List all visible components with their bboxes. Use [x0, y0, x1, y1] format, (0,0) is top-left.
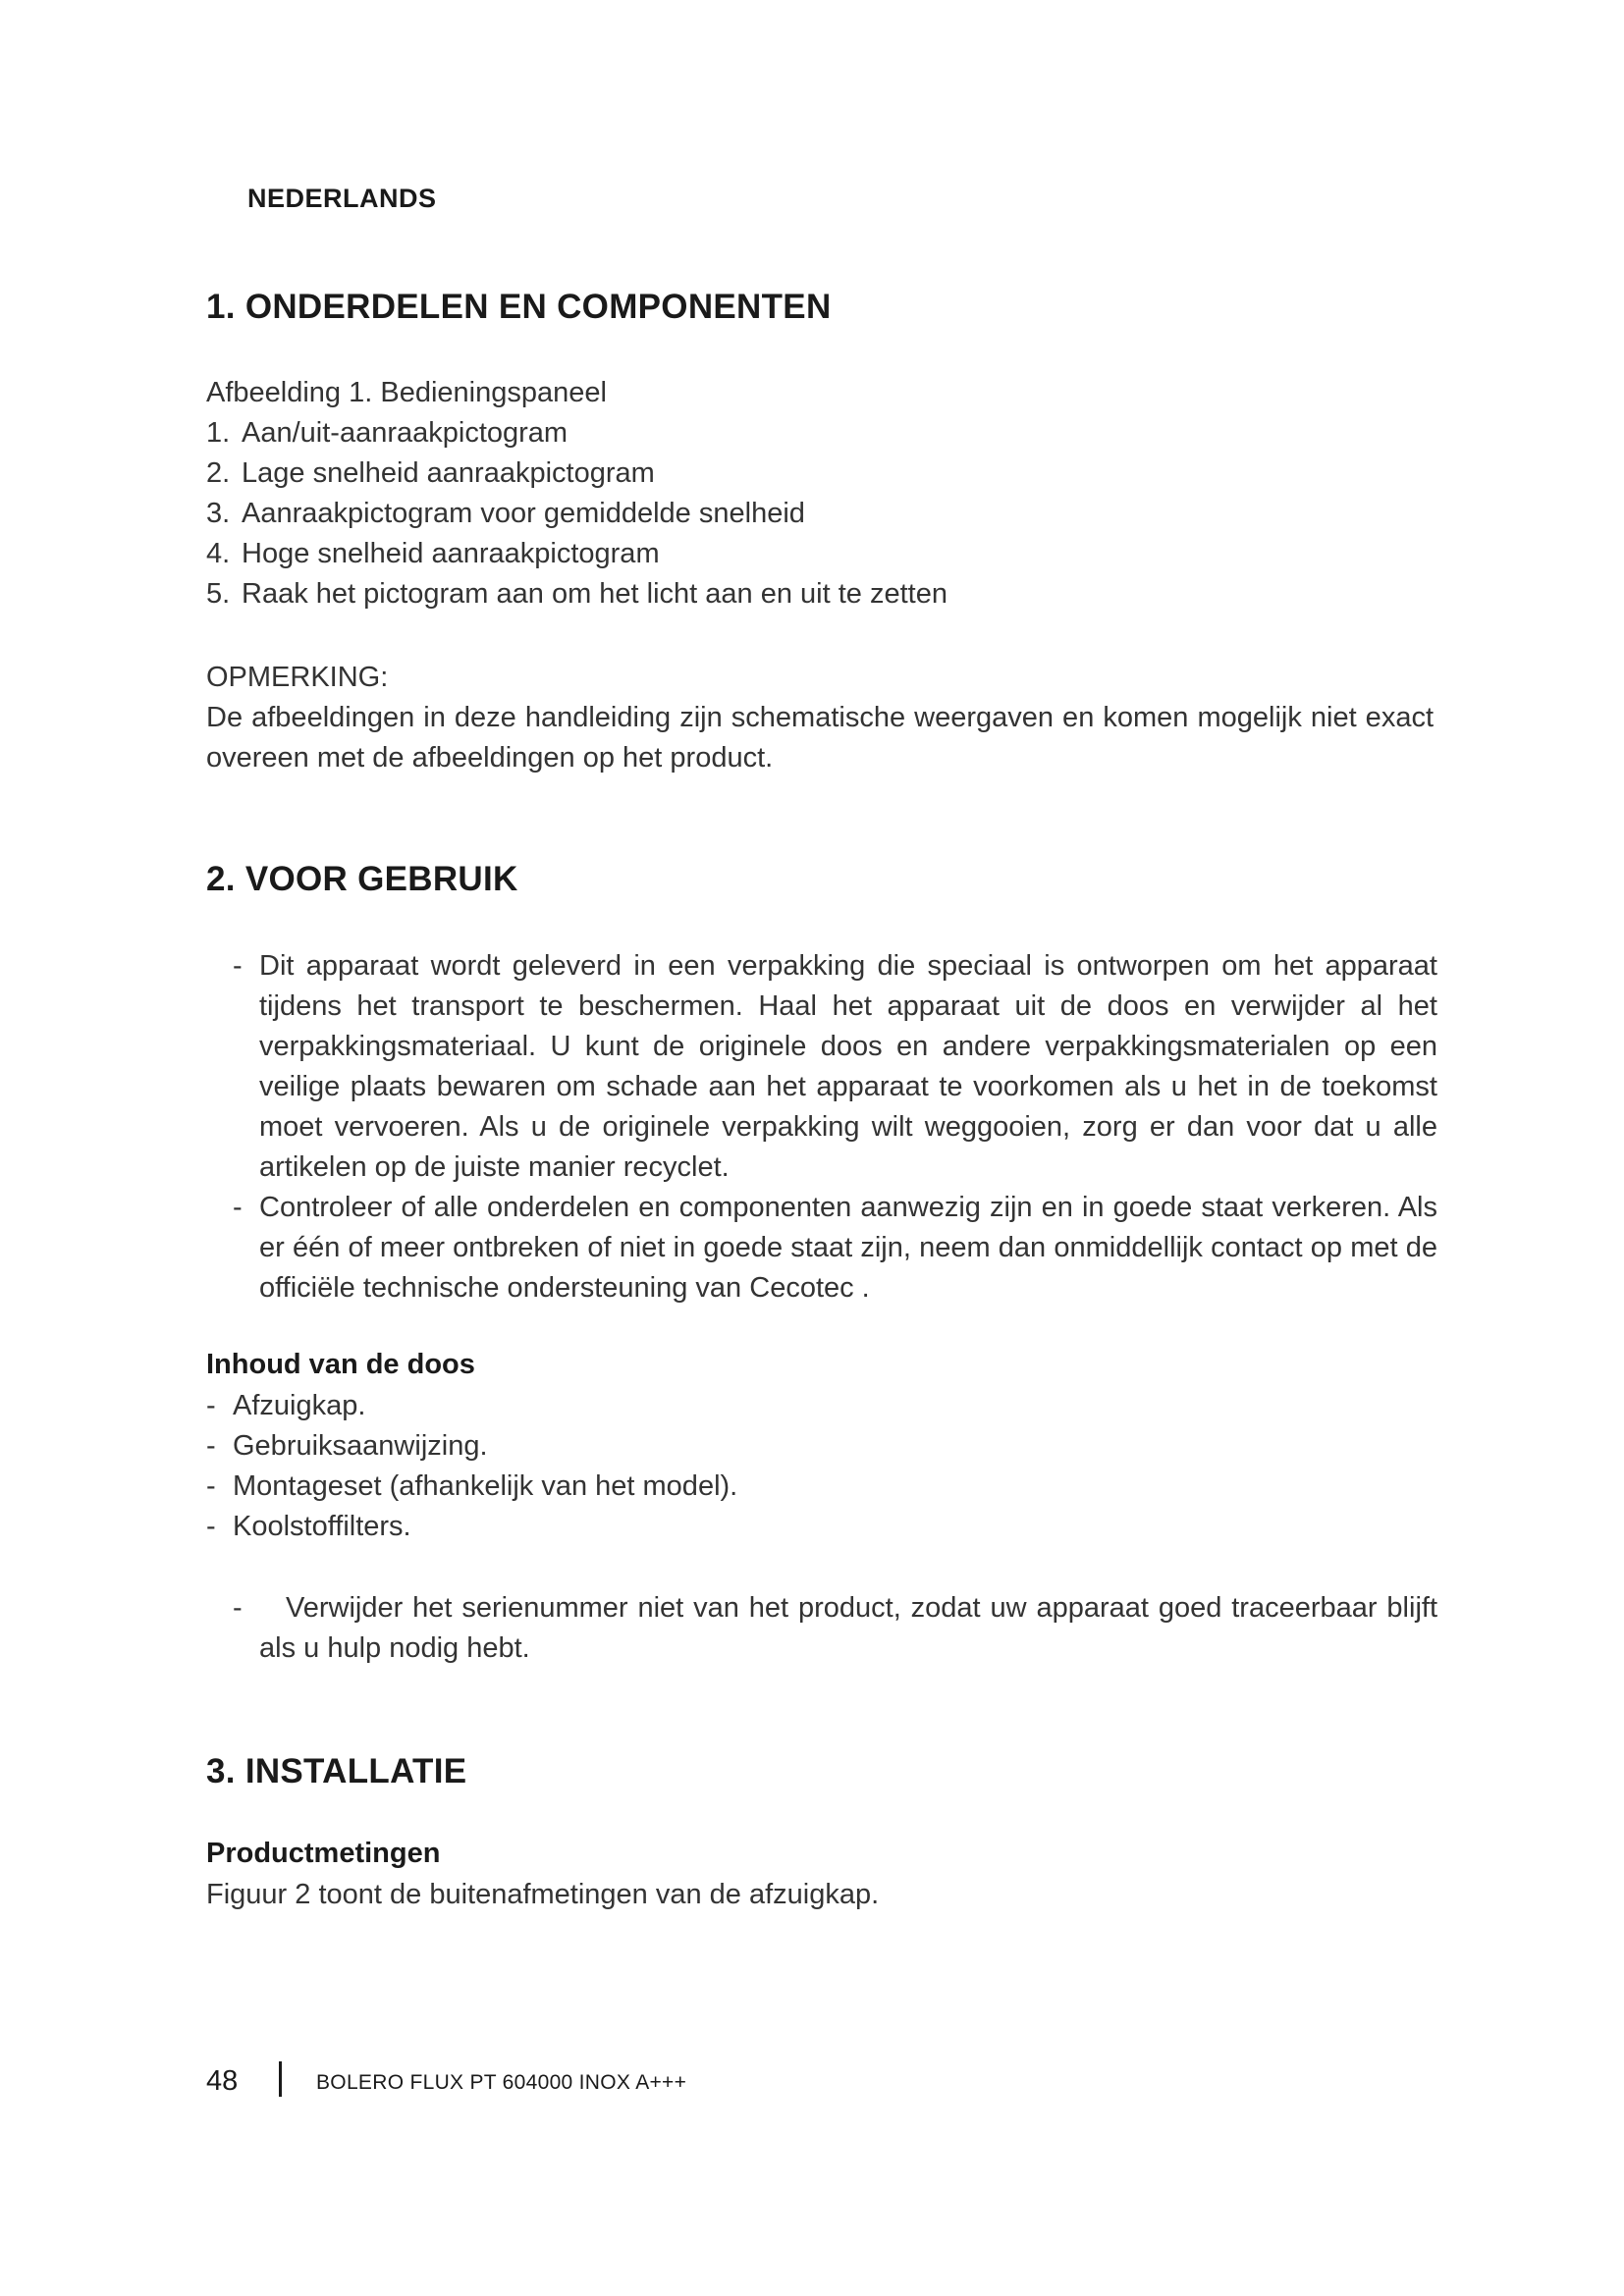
figure-caption: Afbeelding 1. Bedieningspaneel — [206, 377, 607, 408]
list-item: 4. Hoge snelheid aanraakpictogram — [206, 538, 660, 569]
language-header: NEDERLANDS — [247, 184, 437, 213]
section-2-title: 2. VOOR GEBRUIK — [206, 860, 518, 898]
footer-model-name: BOLERO FLUX PT 604000 INOX A+++ — [316, 2071, 687, 2094]
list-item: - Gebruiksaanwijzing. — [206, 1430, 488, 1462]
bullet-item: - Dit apparaat wordt geleverd in een verpakking die speciaal is ontworpen om het apparaat tijdens het transport te beschermen. Haal het apparaat uit de doos en verwijder al het verpakkingsmateriaal. U kunt de originele doos en andere verpakkingsmaterialen op een veilige plaats bewaren om schade aan het apparaat te voorkomen als u het in de toekomst moet vervoeren. Als u de originele verpakking wilt weggooien, zorg er dan voor dat u alle artikelen op de juiste manier recyclet. — [233, 950, 1437, 1183]
section-3-title: 3. INSTALLATIE — [206, 1752, 467, 1790]
list-item: - Afzuigkap. — [206, 1390, 366, 1421]
note-label: OPMERKING: — [206, 662, 389, 693]
list-item: - Montageset (afhankelijk van het model). — [206, 1470, 738, 1502]
list-item: - Koolstoffilters. — [206, 1511, 411, 1542]
bullet-item: - Verwijder het serienummer niet van het product, zodat uw apparaat goed traceerbaar blijft als u hulp nodig hebt. — [233, 1592, 1437, 1664]
product-measurements-title: Productmetingen — [206, 1838, 441, 1869]
before-use-bullets — [206, 946, 1437, 1308]
list-item: 1. Aan/uit-aanraakpictogram — [206, 417, 568, 449]
bullet-item: - Controleer of alle onderdelen en componenten aanwezig zijn en in goede staat verkeren. Als er één of meer ontbreken of niet in goede staat zijn, neem dan onmiddellijk contact op met de officiële technische ondersteuning van Cecotec . — [233, 1192, 1437, 1304]
footer-divider — [279, 2061, 282, 2097]
list-item: 5. Raak het pictogram aan om het licht aan en uit te zetten — [206, 578, 947, 610]
product-measurements-text: Figuur 2 toont de buitenafmetingen van de afzuigkap. — [206, 1879, 880, 1910]
page-number: 48 — [206, 2065, 239, 2097]
box-contents-list — [206, 1386, 737, 1547]
note-text: De afbeeldingen in deze handleiding zijn schematische weergaven en komen mogelijk niet exact overeen met de afbeeldingen op het product. — [206, 702, 1434, 774]
box-contents-title: Inhoud van de doos — [206, 1349, 475, 1380]
list-item: 2. Lage snelheid aanraakpictogram — [206, 457, 655, 489]
serial-note — [206, 1588, 1437, 1669]
section-1-title: 1. ONDERDELEN EN COMPONENTEN — [206, 288, 832, 326]
list-item: 3. Aanraakpictogram voor gemiddelde snelheid — [206, 498, 805, 529]
components-list — [206, 413, 1434, 614]
